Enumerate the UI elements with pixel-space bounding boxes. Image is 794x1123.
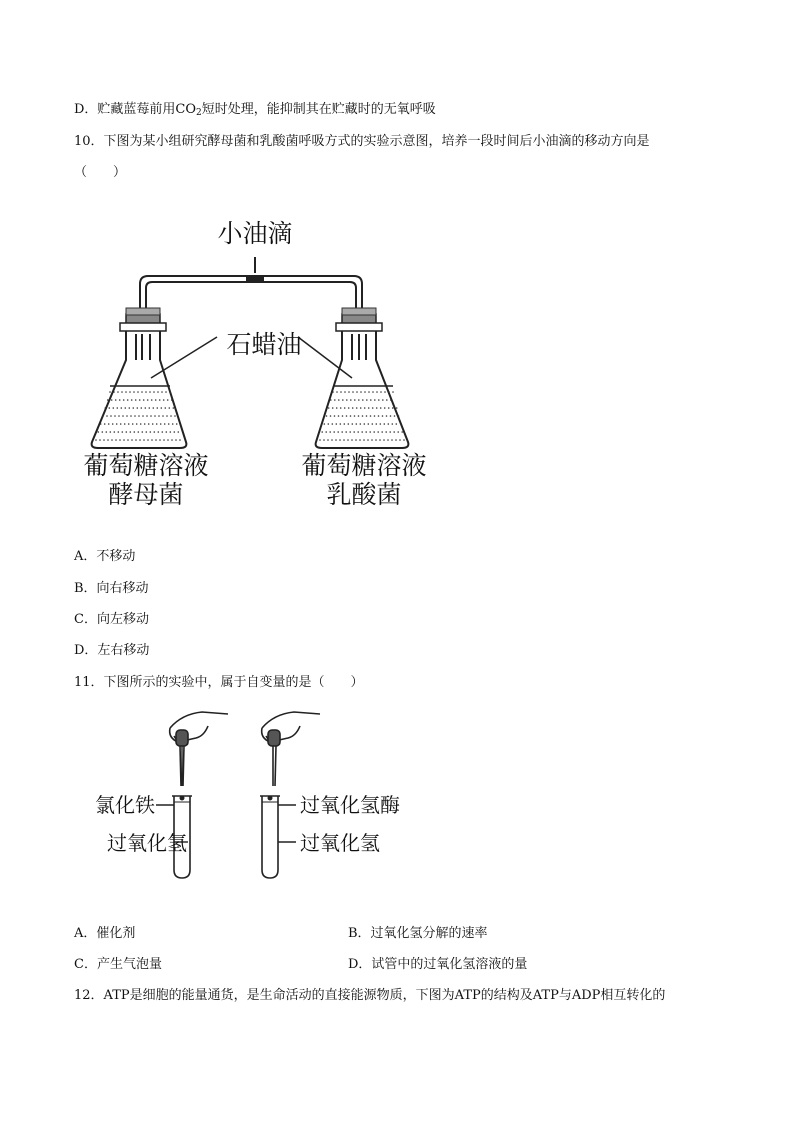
left-bottom-label: 过氧化氢 [107,831,187,855]
left-hand-dropper [170,712,228,786]
q11-test-tube-diagram [70,708,420,888]
oil-drop-label: 小油滴 [217,219,293,248]
q11-option-d: D．试管中的过氧化氢溶液的量 [348,957,528,972]
q10-answer-paren: （ ） [74,165,127,180]
q12-stem: 12．ATP是细胞的能量通货，是生命活动的直接能源物质，下图为ATP的结构及ATP与ADP相互转化的 [74,988,666,1003]
q11-option-c: C．产生气泡量 [74,957,162,972]
right-bottom-label: 过氧化氢 [300,831,380,855]
q9-option-d-subscript: 2 [196,108,202,118]
oil-drop [246,275,264,283]
right-organism-label: 乳酸菌 [326,480,402,509]
right-stopper [336,308,382,331]
left-organism-label: 酵母菌 [108,480,184,509]
left-drop [180,796,185,801]
left-stopper [120,308,166,331]
right-test-tube [260,796,280,878]
q9-option-d-suffix: 短时处理，能抑制其在贮藏时的无氧呼吸 [201,102,436,117]
right-top-label: 过氧化氢酶 [300,793,400,817]
q10-flask-diagram [80,210,440,515]
right-drop [268,796,273,801]
left-solution-dots [95,391,181,441]
q10-figure [80,210,440,515]
q9-option-d-prefix: D．贮藏蓝莓前用CO [74,102,197,117]
left-solution-label: 葡萄糖溶液 [83,451,209,480]
right-flask [316,331,409,448]
q11-option-a: A．催化剂 [74,926,136,941]
right-solution-label: 葡萄糖溶液 [301,451,427,480]
right-paraffin-pointer [298,337,352,378]
q11-option-b: B．过氧化氢分解的速率 [348,926,488,941]
left-flask [92,331,187,448]
paraffin-label: 石蜡油 [226,330,302,359]
q11-figure [70,708,420,888]
right-hand-dropper [262,712,320,786]
q10-option-a: A．不移动 [74,549,136,564]
q10-option-d: D．左右移动 [74,643,150,658]
q10-option-c: C．向左移动 [74,612,149,627]
q10-stem: 10．下图为某小组研究酵母菌和乳酸菌呼吸方式的实验示意图，培养一段时间后小油滴的移动方向是 [74,134,650,149]
q9-option-d [74,101,436,119]
q10-option-b: B．向右移动 [74,581,149,596]
q11-stem: 11．下图所示的实验中，属于自变量的是（ ） [74,675,364,690]
left-top-label: 氯化铁 [95,793,155,817]
